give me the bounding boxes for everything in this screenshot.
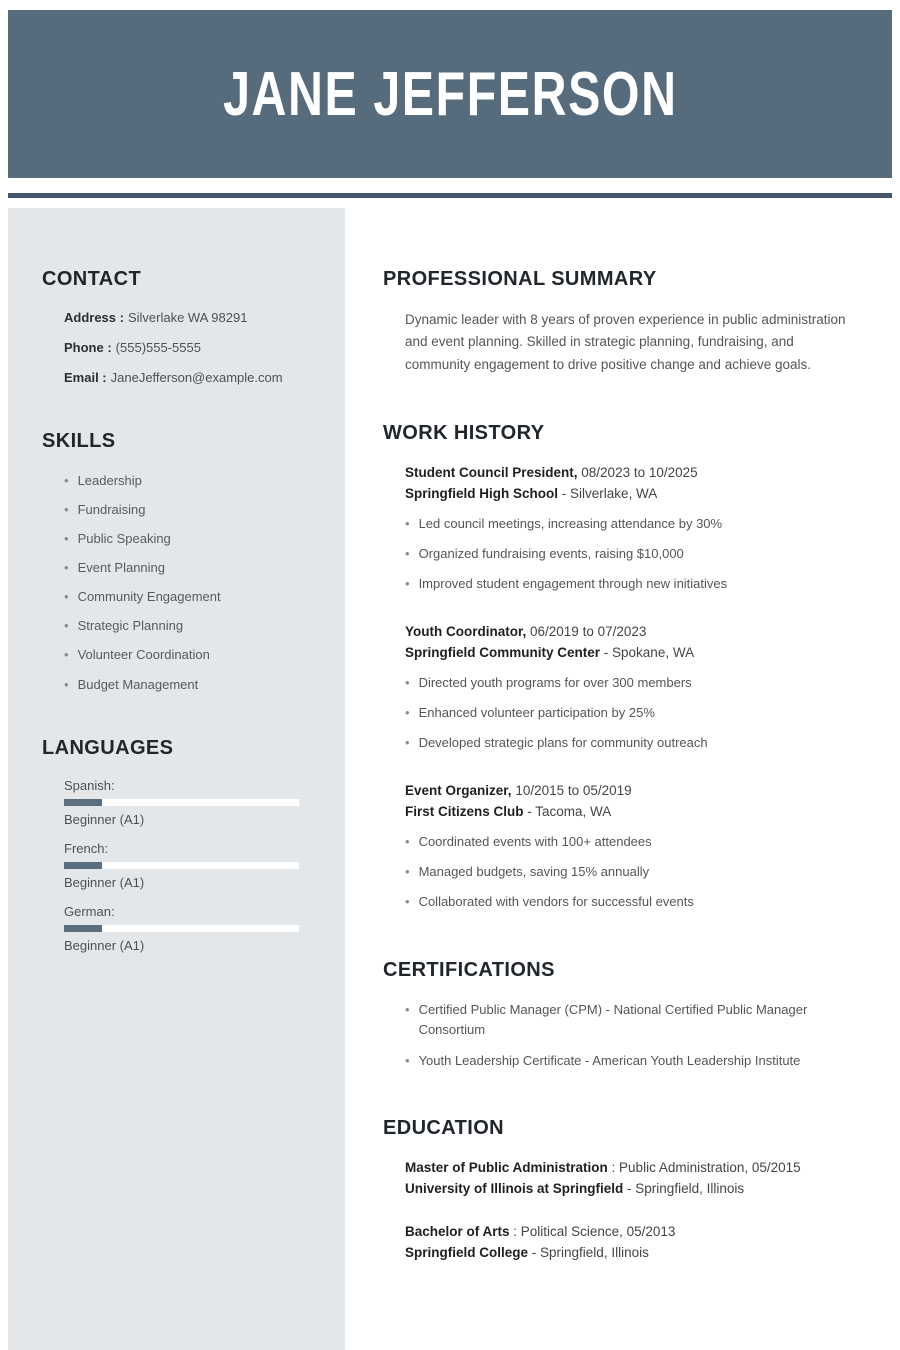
bullet-icon: • [64, 589, 69, 605]
languages-section [42, 737, 317, 953]
language-item [64, 904, 317, 953]
job-title: Student Council President, [405, 464, 578, 480]
degree-name: Bachelor of Arts [405, 1223, 510, 1239]
bullet-icon: • [405, 575, 410, 591]
sidebar [8, 208, 345, 1350]
school-name: University of Illinois at Springfield [405, 1180, 624, 1196]
bullet-icon: • [405, 515, 410, 531]
language-progress-fill [64, 925, 102, 932]
bullet-icon: • [64, 676, 69, 692]
bullet-icon: • [405, 864, 410, 880]
skill-item: • Volunteer Coordination [64, 645, 317, 665]
bullet-icon: • [405, 674, 410, 690]
language-name: Spanish: [64, 777, 115, 793]
job-bullet: • Improved student engagement through new initiatives [405, 574, 852, 594]
bullet-icon: • [64, 530, 69, 546]
language-item [64, 841, 317, 890]
education-section [383, 1117, 852, 1264]
job-dates: 06/2019 to 07/2023 [530, 624, 647, 640]
job-bullet: • Coordinated events with 100+ attendees [405, 832, 852, 852]
certifications-list [405, 1000, 852, 1071]
contact-label: Address : [64, 310, 124, 325]
main-column [345, 208, 892, 1350]
contact-value: (555)555-5555 [115, 340, 201, 356]
contact-value: JaneJefferson@example.com [110, 370, 283, 386]
degree-name: Master of Public Administration [405, 1160, 608, 1176]
school-name: Springfield College [405, 1244, 529, 1260]
degree-detail: : Political Science, 05/2013 [513, 1223, 676, 1239]
language-name: German: [64, 903, 115, 919]
job-title: Youth Coordinator, [405, 624, 527, 640]
job-bullet: • Developed strategic plans for community outreach [405, 733, 852, 753]
school-location: - Springfield, Illinois [627, 1180, 745, 1196]
job-bullets [405, 514, 852, 594]
job-entry [405, 622, 852, 753]
work-history-title: WORK HISTORY [383, 421, 545, 444]
bullet-icon: • [405, 894, 410, 910]
skill-item: • Budget Management [64, 675, 317, 695]
language-level: Beginner (A1) [64, 937, 145, 953]
education-entry [405, 1222, 852, 1264]
skills-title: SKILLS [42, 429, 116, 452]
job-entry [405, 463, 852, 594]
skill-item: • Community Engagement [64, 587, 317, 607]
language-item [64, 778, 317, 827]
job-employer: Springfield Community Center [405, 644, 601, 660]
job-bullet: • Managed budgets, saving 15% annually [405, 862, 852, 882]
job-location: - Silverlake, WA [561, 485, 658, 501]
contact-item-email [64, 369, 317, 387]
certification-item: • Certified Public Manager (CPM) - National Certified Public Manager Consortium [405, 1001, 808, 1037]
job-location: - Spokane, WA [603, 644, 695, 660]
content-columns [8, 208, 892, 1350]
job-entry [405, 781, 852, 912]
job-title: Event Organizer, [405, 783, 512, 799]
bullet-icon: • [405, 1001, 410, 1017]
contact-section [42, 268, 317, 388]
bullet-icon: • [64, 647, 69, 663]
school-location: - Springfield, Illinois [531, 1244, 649, 1260]
education-entry [405, 1158, 852, 1200]
work-history-section [383, 422, 852, 913]
job-dates: 10/2015 to 05/2019 [515, 783, 632, 799]
language-progress-bar [64, 799, 299, 806]
language-name: French: [64, 840, 109, 856]
language-level: Beginner (A1) [64, 811, 145, 827]
certification-item: • Youth Leadership Certificate - American Youth Leadership Institute [405, 1051, 845, 1071]
header-band [8, 10, 892, 178]
bullet-icon: • [405, 545, 410, 561]
bullet-icon: • [405, 1052, 410, 1068]
bullet-icon: • [64, 559, 69, 575]
job-location: - Tacoma, WA [527, 804, 612, 820]
job-bullet: • Organized fundraising events, raising $10,000 [405, 544, 852, 564]
skill-item: • Fundraising [64, 500, 317, 520]
contact-label: Email : [64, 370, 107, 386]
summary-title: PROFESSIONAL SUMMARY [383, 268, 657, 290]
job-bullets [405, 673, 852, 753]
job-bullet: • Directed youth programs for over 300 members [405, 673, 852, 693]
contact-item-phone [64, 339, 317, 357]
job-bullets [405, 832, 852, 912]
job-dates: 08/2023 to 10/2025 [581, 464, 698, 480]
contact-item-address [64, 309, 317, 327]
language-progress-bar [64, 862, 299, 869]
job-employer: First Citizens Club [405, 804, 524, 820]
bullet-icon: • [405, 705, 410, 721]
bullet-icon: • [64, 501, 69, 517]
candidate-name: JANE JEFFERSON [222, 59, 678, 129]
education-title: EDUCATION [383, 1117, 505, 1140]
job-bullet: • Enhanced volunteer participation by 25% [405, 703, 852, 723]
contact-title: CONTACT [42, 268, 142, 290]
skills-list [64, 471, 317, 695]
contact-label: Phone : [64, 340, 112, 356]
language-progress-bar [64, 925, 299, 932]
degree-detail: : Public Administration, 05/2015 [611, 1160, 801, 1176]
certifications-section [383, 959, 852, 1071]
job-bullet: • Collaborated with vendors for successful events [405, 892, 852, 912]
languages-title: LANGUAGES [42, 736, 174, 759]
skill-item: • Strategic Planning [64, 616, 317, 636]
certifications-title: CERTIFICATIONS [383, 958, 555, 981]
summary-text: Dynamic leader with 8 years of proven experience in public administration and event planning. Skilled in strategic planning, fundraising, and community engagement to drive positive change and achieve goals. [405, 312, 846, 372]
skill-item: • Event Planning [64, 558, 317, 578]
skill-item: • Public Speaking [64, 529, 317, 549]
language-progress-fill [64, 862, 102, 869]
language-level: Beginner (A1) [64, 874, 145, 890]
summary-section [383, 268, 852, 376]
job-bullet: • Led council meetings, increasing attendance by 30% [405, 514, 852, 534]
bullet-icon: • [405, 735, 410, 751]
contact-value: Silverlake WA 98291 [127, 310, 248, 325]
bullet-icon: • [64, 472, 69, 488]
bullet-icon: • [64, 618, 69, 634]
language-progress-fill [64, 799, 102, 806]
job-employer: Springfield High School [405, 485, 558, 501]
skill-item: • Leadership [64, 471, 317, 491]
skills-section [42, 430, 317, 695]
header-divider [8, 193, 892, 198]
bullet-icon: • [405, 834, 410, 850]
